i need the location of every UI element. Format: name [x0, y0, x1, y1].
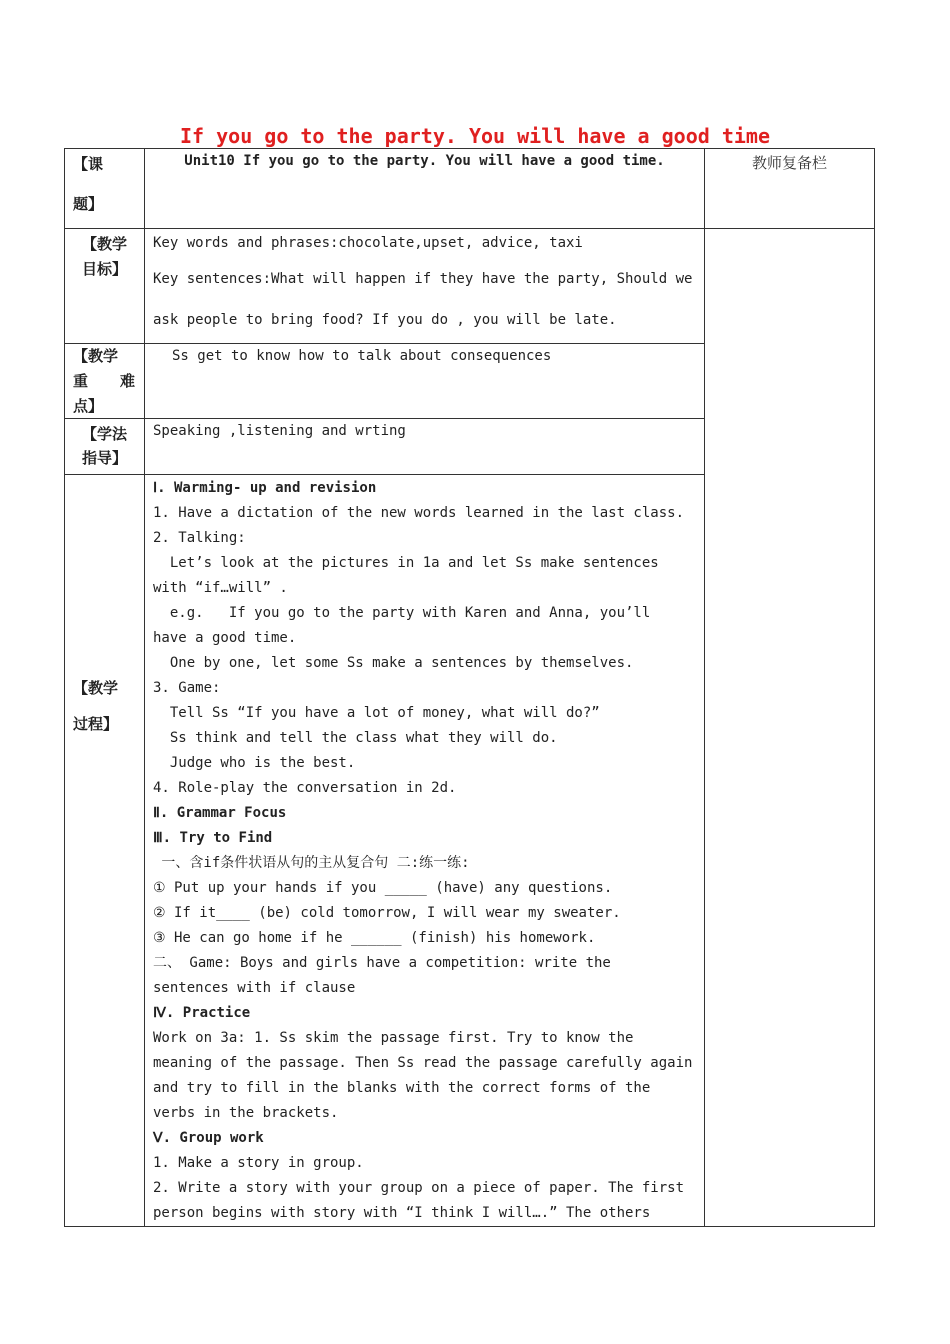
- method-cell: [145, 419, 705, 475]
- process-line: meaning of the passage. Then Ss read the passage carefully again: [153, 1055, 693, 1071]
- row-goals: [65, 229, 875, 344]
- review-column-header: [705, 149, 875, 229]
- process-line: person begins with story with “I think I will….” The others: [153, 1205, 651, 1221]
- exercise-line: ③ He can go home if he ______ (finish) his homework.: [153, 930, 596, 946]
- topic-text: Unit10 If you go to the party. You will have a good time.: [184, 153, 665, 169]
- process-line: and try to fill in the blanks with the correct forms of the: [153, 1080, 651, 1096]
- label-key-line3: 点】: [73, 397, 104, 415]
- process-line: Tell Ss “If you have a lot of money, what will do?”: [153, 705, 600, 721]
- lesson-plan-table: [64, 148, 875, 1227]
- label-topic-line2: 题】: [73, 195, 104, 213]
- process-line: 二、 Game: Boys and girls have a competition: write the: [153, 955, 611, 971]
- process-line: 1. Make a story in group.: [153, 1155, 364, 1171]
- process-line: 3. Game:: [153, 680, 221, 696]
- process-line: 2. Write a story with your group on a piece of paper. The first: [153, 1180, 685, 1196]
- process-line: 2. Talking:: [153, 530, 246, 546]
- goals-line-2: Key sentences:What will happen if they have the party, Should we: [153, 271, 693, 287]
- exercise-line: ① Put up your hands if you _____ (have) any questions.: [153, 880, 613, 896]
- label-goals-line1: 【教学: [81, 235, 127, 253]
- section-heading-try-to-find: Ⅲ. Try to Find: [153, 830, 273, 846]
- process-content: [145, 475, 704, 1226]
- key-points-text: Ss get to know how to talk about consequences: [172, 348, 552, 364]
- label-cell-process: [65, 475, 145, 1227]
- exercise-line: ② If it____ (be) cold tomorrow, I will wear my sweater.: [153, 905, 621, 921]
- section-heading-warmup: Ⅰ. Warming- up and revision: [153, 480, 377, 496]
- label-key-line2a: 重: [73, 372, 89, 390]
- process-line: e.g. If you go to the party with Karen and Anna, you’ll: [153, 605, 651, 621]
- process-cell: [145, 475, 705, 1227]
- label-goals-line2: 目标】: [81, 260, 127, 278]
- process-line: One by one, let some Ss make a sentences by themselves.: [153, 655, 634, 671]
- row-topic: [65, 149, 875, 229]
- process-line: have a good time.: [153, 630, 297, 646]
- method-text: Speaking ,listening and wrting: [153, 423, 406, 439]
- label-method-line1: 【学法: [81, 425, 127, 443]
- review-column-label: 教师复备栏: [751, 154, 827, 172]
- label-topic-line1: 【课: [73, 155, 104, 173]
- goals-cell: [145, 229, 705, 344]
- process-line: with “if…will” .: [153, 580, 288, 596]
- label-key-line1: 【教学: [73, 347, 119, 365]
- process-line: 4. Role-play the conversation in 2d.: [153, 780, 457, 796]
- document-title: If you go to the party. You will have a good time: [179, 124, 770, 148]
- process-line: Work on 3a: 1. Ss skim the passage first. Try to know the: [153, 1030, 634, 1046]
- topic-cell: [145, 149, 705, 229]
- section-heading-grammar: Ⅱ. Grammar Focus: [153, 805, 287, 821]
- goals-line-1: Key words and phrases:chocolate,upset, advice, taxi: [153, 235, 583, 251]
- review-column-body: [705, 229, 875, 1227]
- label-process-line1: 【教学: [73, 679, 119, 697]
- label-method-line2: 指导】: [81, 449, 127, 467]
- label-process-line2: 过程】: [73, 715, 119, 733]
- process-line-cjk: 一、含if条件状语从句的主从复合句 二:练一练:: [153, 855, 470, 871]
- section-heading-group-work: Ⅴ. Group work: [153, 1130, 264, 1146]
- label-key-line2b: 难: [120, 372, 136, 390]
- process-line: verbs in the brackets.: [153, 1105, 339, 1121]
- label-cell-topic: [65, 149, 145, 229]
- process-line: sentences with if clause: [153, 980, 356, 996]
- label-cell-key-points: [65, 344, 145, 419]
- label-cell-goals: [65, 229, 145, 344]
- process-line: 1. Have a dictation of the new words learned in the last class.: [153, 505, 685, 521]
- goals-line-3: ask people to bring food? If you do , you will be late.: [153, 312, 617, 328]
- process-line: Let’s look at the pictures in 1a and let Ss make sentences: [153, 555, 659, 571]
- process-line: Ss think and tell the class what they will do.: [153, 730, 558, 746]
- label-cell-method: [65, 419, 145, 475]
- key-points-cell: [145, 344, 705, 419]
- process-line: Judge who is the best.: [153, 755, 356, 771]
- section-heading-practice: Ⅳ. Practice: [153, 1005, 251, 1021]
